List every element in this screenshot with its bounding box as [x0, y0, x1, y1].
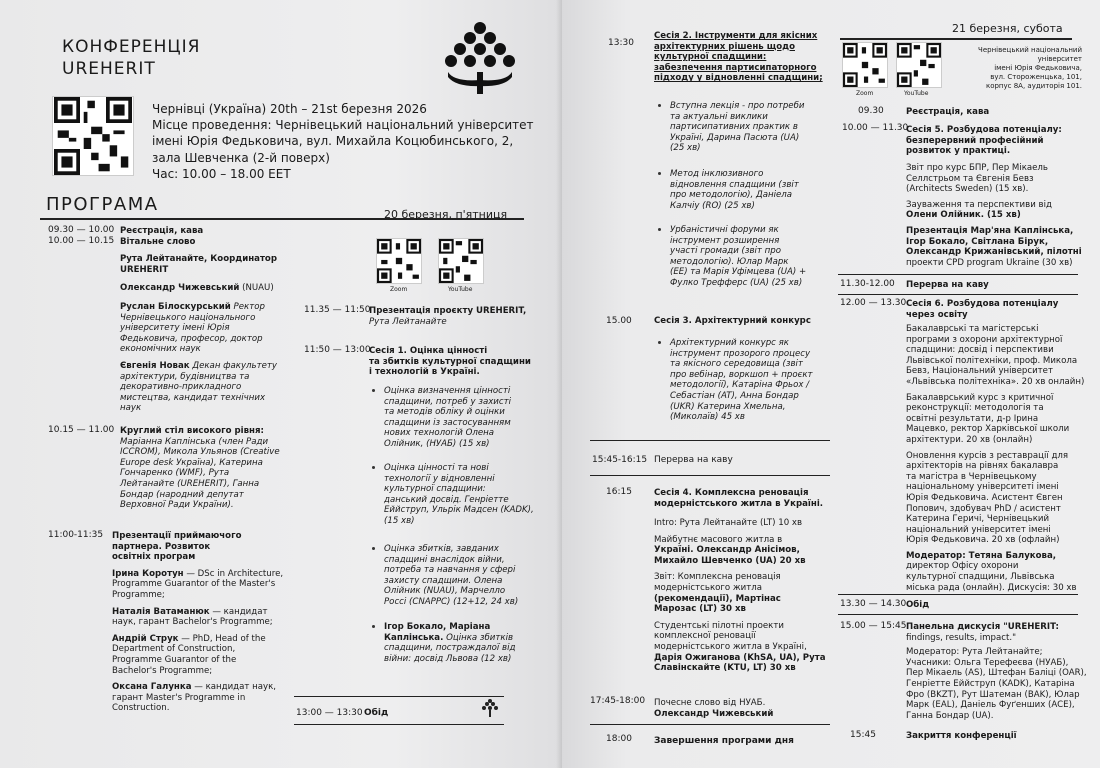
talk-line: архітекторів на рівнях бакалавра: [906, 461, 1059, 472]
talk-line: Олександр Крижанівський, пілотні: [906, 247, 1082, 258]
coffee-break-day2: Перерва на каву: [906, 280, 989, 290]
time-closing: 15:45: [850, 730, 876, 740]
talk-line: Архітектурний конкурс як: [670, 338, 789, 348]
round-table-line: Лейтанайте (UREHERIT), Ганна: [120, 478, 260, 489]
time-session-4: 16:15: [606, 487, 632, 497]
talk-line: Майбутнє масового житла в: [654, 534, 783, 545]
speaker-desc-line: — DSc in Architecture,: [183, 568, 284, 579]
talk-line: Дарія Ожиганова (KhSA, UA), Рута: [654, 652, 826, 663]
host-pres-title: освітніх програм: [112, 552, 196, 563]
time-registration: 09.30 — 10.00: [48, 225, 115, 235]
youtube-label: YouTube: [904, 90, 929, 97]
session-title-line: Сесія 5. Розбудова потенціалу:: [906, 125, 1062, 135]
round-table-line: Маріанна Каплінська (член Ради: [120, 436, 269, 447]
talk-line: Ігор Бокало, Світлана Бірук,: [906, 236, 1049, 247]
talk-line: Україні. Олександр Анісімов,: [654, 545, 800, 556]
speaker-desc-line: наук: [120, 403, 142, 414]
talk-line: Бакалаврські та магістерські: [906, 324, 1039, 334]
day-2-venue: [964, 46, 1082, 91]
conference-title: [62, 36, 200, 80]
speaker-desc-line: архітектури, будівництва та: [120, 371, 250, 382]
project-pres-speaker: Рута Лейтанайте: [369, 316, 447, 327]
talk-line: Михайло Шевченко (UA) 20 хв: [654, 555, 806, 566]
event-venue-line3: зала Шевченка (2-й поверх): [152, 150, 330, 165]
closing-line: Почесне слово від НУАБ.: [654, 698, 766, 708]
round-table-line: Верховної Ради України).: [120, 500, 234, 511]
small-logo-icon: [480, 698, 500, 718]
talk-line: Оцінка цінності та нові: [384, 463, 489, 473]
speaker-biloskurskyi: Руслан Білоскурський: [120, 301, 231, 312]
time-panel: 15.00 — 15:45: [840, 621, 907, 631]
talk-line: спадщини: досвід і перспективи: [906, 345, 1054, 356]
program-heading: ПРОГРАМА: [46, 194, 159, 215]
talk-line: проекти CPD program Ukraine (30 хв): [906, 257, 1073, 268]
talk-line: національному університеті імені: [906, 482, 1059, 493]
panel-line: Марк (EAL), Даніель Фуґенших (ACE),: [906, 700, 1075, 711]
closing-line: Олександр Чижевський: [654, 708, 774, 719]
talk-line: Зауваження та перспективи від: [906, 199, 1052, 210]
session-title-line: через освіту: [906, 309, 968, 320]
registration-day2: Реєстрація, кава: [906, 107, 990, 117]
event-dates: Чернівці (Україна) 20th – 21st березня 2026: [152, 102, 427, 116]
talk-line: Славінскайте (KTU, LT) 30 хв: [654, 663, 796, 674]
speaker-novak: Євгенія Новак: [120, 360, 190, 371]
talk-line: участі громади (звіт про: [670, 246, 781, 257]
time-registration-day2: 09.30: [858, 106, 884, 116]
talk-line: Еййструп, Ульрік Мадсен (KADK),: [384, 505, 534, 516]
right-page: [562, 0, 1100, 768]
title-line-1: КОНФЕРЕНЦІЯ: [62, 37, 201, 57]
talk-line: та актуальні виклики: [670, 111, 768, 122]
talk-line: (Миколаїв) 45 хв: [670, 412, 745, 423]
end-of-day-item: Завершення програми дня: [654, 736, 794, 746]
talk-line: «Львівська політехніка». 20 хв онлайн): [906, 376, 1085, 387]
title-line-2: UREHERIT: [62, 59, 156, 79]
talk-line: Львівської політехніки, проф. Микола: [906, 355, 1078, 366]
time-coffee-break: 15:45-16:15: [592, 455, 648, 465]
day1-col1: [120, 226, 295, 414]
talk-line: Олени Олійник. (15 хв): [906, 210, 1021, 221]
talk-line: культурної спадщини, Львівська: [906, 572, 1055, 583]
s1-talk-2: [384, 463, 554, 527]
time-session-3: 15.00: [606, 316, 632, 326]
speaker-novak-role: Декан факультету: [192, 360, 278, 371]
speaker-desc-line: Programme Guarantor of the Master's: [112, 579, 276, 590]
speaker-chyzhevskyi: Олександр Чижевський: [120, 283, 240, 294]
coffee-rule: [590, 475, 830, 476]
s2-talk-3: [670, 225, 835, 289]
talk-line: інструмент розширення: [670, 235, 780, 246]
bullet-icon: [372, 547, 375, 550]
bullet-icon: [372, 466, 375, 469]
talk-line: Студентські пілотні проекти: [654, 620, 784, 631]
time-lunch-day2: 13.30 — 14.30: [840, 599, 907, 609]
round-table-block: [120, 426, 295, 511]
event-time: Час: 10.00 – 18.00 EET: [152, 166, 291, 181]
round-table-line: ICCROM), Микола Ульянов (Creative: [120, 447, 280, 458]
talk-line: технології у відновленні: [384, 473, 495, 484]
speaker-desc-line: гарант Master's Programme in: [112, 692, 246, 703]
talk-line: Селлстрьом та Євгенія Бевз: [906, 173, 1034, 184]
coffee-rule: [590, 440, 830, 441]
time-session-6: 12.00 — 13.30: [840, 298, 907, 308]
talk-line: спадщини, постраждалої від: [384, 643, 516, 654]
talk-line: комплексної реновації: [654, 631, 756, 642]
speaker-desc-line: Bachelor's Programme;: [112, 665, 213, 676]
talk-line: спадщині внаслідок війни,: [384, 554, 505, 565]
speaker-struk: Андрій Струк: [112, 633, 179, 644]
talk-line: Вступна лекція - про потреби: [670, 101, 805, 111]
lunch-item: Обід: [364, 708, 389, 718]
talk-line: Олійник, (НУАБ) (15 хв): [384, 438, 490, 449]
registration-item: Реєстрація, кава: [120, 226, 204, 236]
talk-line: (UKR) Катерина Хмельна,: [670, 401, 786, 412]
ureherit-logo: [440, 20, 520, 96]
talk-line: Юрія Федьковича. Асистент Євген: [906, 492, 1063, 503]
talk-line: та методів обліку й оцінки: [384, 407, 505, 418]
session-title-line: розвиток у практиці.: [906, 146, 1011, 157]
speaker-leitanaite: Рута Лейтанайте, Координатор: [120, 254, 277, 265]
time-session-1: 11:50 — 13:00: [304, 345, 371, 355]
speaker-desc-line: економічних наук: [120, 344, 201, 355]
welcome-item: Вітальне слово: [120, 236, 196, 247]
session-6-talks: [906, 324, 1094, 593]
talk-line: Фулко Трефферс (UA) (25 хв): [670, 277, 803, 288]
session-title-line: Сесія 4. Комплексна реновація: [654, 488, 809, 498]
talk-line: Звіт про курс БПР, Пер Мікаель: [906, 163, 1048, 173]
youtube-qr-code[interactable]: [896, 42, 942, 88]
talk-line: Презентація Мар'яна Каплінська,: [906, 225, 1074, 236]
session-5-talks: [906, 163, 1092, 268]
session-title-line: модерністського житла в Україні.: [654, 498, 824, 509]
day-1-heading: 20 березня, п'ятниця: [384, 208, 508, 221]
speaker-desc-line: Construction.: [112, 703, 170, 714]
round-table-title: Круглий стіл високого рівня:: [120, 426, 264, 436]
talk-line: Оцінка збитків, завданих: [384, 544, 499, 554]
time-project-pres: 11.35 — 11:50: [304, 305, 371, 315]
session-title-line: культурної спадщини:: [654, 52, 767, 63]
s1-talk-4: [384, 622, 554, 664]
talk-line: відновлення спадщини (звіт: [670, 179, 799, 190]
talk-line: Модератор: Тетяна Балукова,: [906, 550, 1057, 561]
zoom-qr-code[interactable]: [842, 42, 888, 88]
talk-line: партисипативних практик в: [670, 122, 798, 133]
session-2-title: [654, 31, 832, 84]
youtube-label: YouTube: [448, 286, 473, 293]
session-title-line: і технологій в Україні.: [369, 367, 480, 378]
speaker-desc-line: Чернівецького національного: [120, 312, 256, 323]
speaker-leitanaite-org: UREHERIT: [120, 264, 169, 275]
talk-line: Юрія Федьковича. 20 хв (офлайн): [906, 535, 1060, 546]
round-table-line: Бондар (народний депутат: [120, 489, 244, 500]
host-pres-title: Презентації приймаючого: [112, 531, 242, 541]
speaker-desc-line: Department of Construction,: [112, 644, 236, 655]
talk-line: Оновлення курсів з реставрації для: [906, 450, 1069, 461]
talk-line: Звіт: Комплексна реновація: [654, 572, 781, 583]
talk-line: Intro: Рута Лейтанайте (LT) 10 хв: [654, 518, 803, 528]
talk-line: Марозас (LT) 30 хв: [654, 604, 746, 615]
talk-line: Олійник (NUAU), Марчелло: [384, 586, 506, 597]
time-session-5: 10.00 — 11.30: [842, 123, 909, 133]
talk-speakers: Ігор Бокало, Маріана: [384, 622, 491, 632]
session-title-line: підходу у відновленні спадщини;: [654, 73, 823, 84]
panel-line: Учасники: Ольга Терефеєва (НУАБ),: [906, 657, 1069, 668]
talk-line: війни: досвід Львова (12 хв): [384, 653, 512, 664]
talk-line: Метод інклюзивного: [670, 169, 764, 179]
time-round-table: 10.15 — 11.00: [48, 425, 115, 435]
s2-talk-2: [670, 169, 830, 211]
talk-line: нових технологій Олена: [384, 428, 494, 439]
venue-line: вул. Стороженцька, 101,: [990, 73, 1082, 81]
s2-talk-1: [670, 101, 830, 154]
speaker-biloskurskyi-role: Ректор: [233, 301, 265, 312]
talk-line: потреба та навчання у сфері: [384, 565, 516, 576]
speaker-desc-line: декоративно-прикладного: [120, 382, 242, 393]
talk-line: спадщини, потреб у захисті: [384, 396, 511, 407]
closing-item: Закриття конференції: [906, 731, 1017, 741]
event-venue: Місце проведення: Чернівецький національний університет: [152, 118, 534, 133]
talk-line: методології), Катаріна Фрьох /: [670, 380, 810, 391]
talk-line: про методологію), Даніела: [670, 190, 793, 201]
s1-talk-3: [384, 544, 554, 608]
speaker-halunka: Оксана Галунка: [112, 682, 192, 693]
speaker-desc-line: Programme;: [112, 589, 165, 600]
talk-line: (15 хв): [384, 515, 415, 526]
lunch-rule: [294, 696, 504, 697]
host-pres-title: партнера. Розвиток: [112, 541, 211, 552]
event-venue-line2: імені Юрія Федьковича, вул. Михайла Коцюбинського, 2,: [152, 134, 514, 149]
talk-line: Бевз, Національний університет: [906, 366, 1053, 377]
speaker-chyzhevskyi-org: (NUAU): [242, 283, 274, 294]
time-lunch: 13:00 — 13:30: [296, 708, 363, 718]
bullet-icon: [658, 172, 661, 175]
talk-line: (25 хв): [670, 143, 701, 154]
bullet-icon: [658, 341, 661, 344]
talk-line: Бакалаврський курс з критичної: [906, 392, 1054, 403]
lunch-day2: Обід: [906, 600, 930, 610]
talk-speakers: Каплінська.: [384, 632, 444, 643]
panel-discussion: [906, 622, 1094, 721]
talk-line: Оцінка визначення цінності: [384, 386, 511, 396]
bullet-icon: [658, 104, 661, 107]
talk-line: та магістра в Чернівецькому: [906, 471, 1037, 482]
talk-line: Себастіан (AT), Анна Бондар: [670, 390, 799, 401]
zoom-label: Zoom: [390, 286, 408, 293]
lunch-rule: [838, 614, 1078, 615]
session-6-title: [906, 299, 1086, 320]
location-qr-code: [52, 96, 134, 176]
bullet-icon: [372, 625, 375, 628]
venue-line: університет: [1037, 55, 1082, 63]
talk-line: Попович, здобувач PhD / асистент: [906, 503, 1061, 514]
session-3-title: Сесія 3. Архітектурний конкурс: [654, 316, 811, 326]
venue-line: корпус 8А, аудиторія 101.: [985, 82, 1082, 90]
speaker-desc-line: Programme Guarantor of the: [112, 654, 237, 665]
round-table-line: Europe desk Україна), Катерина: [120, 457, 263, 468]
talk-line: про вебінар, воркшоп + проєкт: [670, 369, 813, 380]
time-coffee-break-day2: 11.30-12.00: [840, 279, 895, 289]
panel-line: Генріетте Еййструп (KADK), Катаріна: [906, 678, 1075, 689]
bullet-icon: [658, 228, 661, 231]
speaker-desc-line: — кандидат: [209, 606, 268, 617]
talk-line: Катерина Геричі, Чернівецький: [906, 514, 1050, 525]
day-2-heading: 21 березня, субота: [952, 22, 1063, 35]
talk-line: Оцінка збитків: [446, 632, 514, 643]
lunch-rule: [294, 724, 504, 725]
talk-line: Калчіу (RO) (25 хв): [670, 200, 755, 211]
heading-rule: [840, 38, 1072, 40]
talk-line: модерністського житла в Україні,: [654, 641, 807, 652]
bullet-icon: [372, 389, 375, 392]
speaker-desc-line: Федьковича, професор, доктор: [120, 333, 263, 344]
panel-subtitle: findings, results, impact.": [906, 632, 1017, 643]
time-welcome: 10.00 — 10.15: [48, 236, 115, 246]
youtube-qr-code[interactable]: [438, 238, 484, 284]
talk-line: Россі (CNAPPC) (12+12, 24 хв): [384, 596, 519, 607]
talk-line: методологію). Юлар Марк: [670, 256, 789, 267]
talk-line: (ЕЕ) та Марія Уфімцева (UA) +: [670, 267, 807, 278]
zoom-qr-code[interactable]: [376, 238, 422, 284]
session-title-line: безперервний професійний: [906, 135, 1044, 146]
panel-line: Модератор: Рута Лейтанайте;: [906, 647, 1043, 658]
time-presentations: 11:00-11:35: [48, 530, 104, 540]
speaker-desc-line: наук, гарант Bachelor's Programme;: [112, 617, 273, 628]
talk-line: інструмент прозорого процесу: [670, 348, 811, 359]
talk-line: Урбаністичні форуми як: [670, 225, 779, 235]
speaker-desc-line: — кандидат наук,: [191, 682, 277, 693]
lunch-rule: [838, 594, 1078, 595]
session-title-line: Сесія 2. Інструменти для якісних: [654, 31, 818, 41]
talk-line: міська рада (онлайн). Дискусія: 30 хв: [906, 582, 1077, 593]
time-session-2: 13:30: [608, 38, 634, 48]
end-rule: [590, 724, 830, 725]
panel-line: Ганна Бондар (UA).: [906, 710, 994, 721]
talk-line: (рекомендації), Мартінас: [654, 593, 781, 604]
s3-talk-1: [670, 338, 835, 423]
closing-word: [654, 698, 834, 719]
round-table-line: Гончаренко (WMF), Рута: [120, 468, 230, 479]
project-presentation: [369, 306, 549, 327]
coffee-rule: [838, 294, 1078, 295]
coffee-rule: [838, 274, 1078, 275]
project-pres-title: Презентація проєкту UREHERIT,: [369, 306, 527, 316]
talk-line: Мацевко, ректор Харківської школи: [906, 424, 1070, 435]
speaker-korotun: Ірина Коротун: [112, 568, 184, 579]
talk-line: реконструкції: методологія та: [906, 403, 1044, 414]
coffee-break-item: Перерва на каву: [654, 455, 733, 465]
talk-line: спадщини із застосуванням: [384, 417, 511, 428]
panel-line: Фро (BKZT), Рут Шатеман (BAK), Юлар: [906, 689, 1080, 700]
zoom-label: Zoom: [856, 90, 874, 97]
talk-line: та якісного середовища (звіт: [670, 359, 803, 370]
speaker-desc-line: мистецтва, кандидат технічних: [120, 392, 266, 403]
session-4-title: [654, 488, 834, 509]
time-closing-word: 17:45-18:00: [590, 696, 646, 706]
talk-line: директор Офісу охорони: [906, 561, 1019, 572]
speaker-vatamaniuk: Наталія Ватаманюк: [112, 606, 210, 617]
talk-line: Україні, Дарина Пасюта (UA): [670, 132, 800, 143]
s1-talk-1: [384, 386, 554, 450]
talk-line: данський досвід. Генріетте: [384, 494, 509, 505]
talk-line: архітектури. 20 хв (онлайн): [906, 434, 1033, 445]
session-title-line: та збитків культурної спадщини: [369, 356, 531, 367]
event-info: [152, 101, 533, 182]
session-title-line: забезпечення партисипаторного: [654, 62, 817, 73]
talk-line: національний університет імені: [906, 524, 1051, 535]
talk-line: модерністського житла: [654, 582, 762, 593]
session-1-title: [369, 346, 549, 378]
time-end-day: 18:00: [606, 734, 632, 744]
session-title-line: архітектурних рішень щодо: [654, 41, 795, 52]
talk-line: (Architects Sweden) (15 хв).: [906, 184, 1029, 195]
venue-line: Чернівецький національний: [978, 46, 1082, 54]
talk-line: освітні результати, д-р Ірина: [906, 413, 1039, 424]
venue-line: імені Юрія Федьковича,: [994, 64, 1082, 72]
panel-line: Пер Мікаель (AS), Штефан Баліці (OAR),: [906, 668, 1087, 679]
talk-line: захисту спадщини. Олена: [384, 575, 503, 586]
talk-line: програми з охорони архітектурної: [906, 334, 1063, 345]
session-title-line: Сесія 6. Розбудова потенціалу: [906, 299, 1059, 309]
talk-line: культурної спадщини:: [384, 484, 486, 495]
session-5-title: [906, 125, 1086, 157]
speaker-desc-line: — PhD, Head of the: [178, 633, 266, 644]
session-title-line: Сесія 1. Оцінка цінності: [369, 346, 488, 356]
session-4-talks: [654, 518, 836, 674]
speaker-desc-line: університету імені Юрія: [120, 323, 230, 334]
panel-title: Панельна дискусія "UREHERIT:: [906, 622, 1059, 632]
host-presentations-block: [112, 531, 296, 714]
